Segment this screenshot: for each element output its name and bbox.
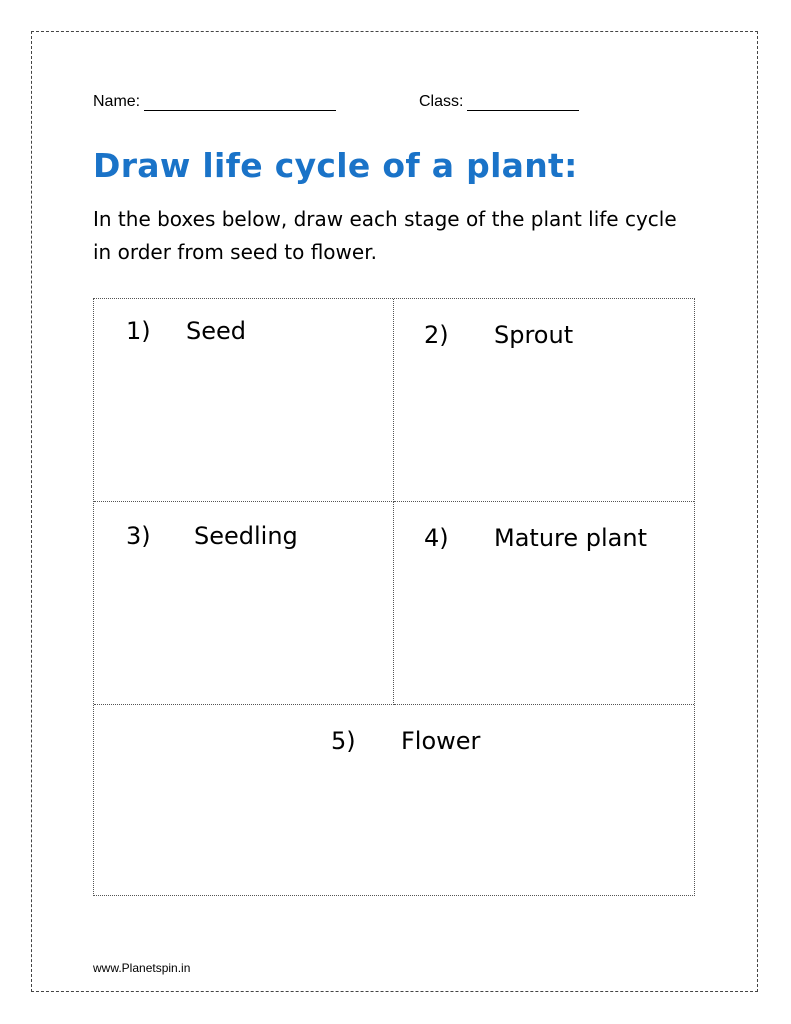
class-label: Class:	[419, 93, 464, 110]
stage-name: Seedling	[194, 522, 298, 550]
stage-number: 1)	[126, 317, 151, 345]
footer-website: www.Planetspin.in	[93, 961, 191, 975]
stage-box-sprout[interactable]	[394, 299, 694, 502]
stage-number: 4)	[424, 524, 449, 552]
stage-number: 2)	[424, 321, 449, 349]
class-blank-line[interactable]	[467, 94, 579, 111]
name-field	[93, 93, 336, 111]
stage-label	[424, 524, 647, 552]
stage-box-mature-plant[interactable]	[394, 502, 694, 705]
name-blank-line[interactable]	[144, 94, 336, 111]
stage-label	[126, 522, 298, 550]
stage-label	[424, 321, 573, 349]
stage-name: Sprout	[494, 321, 574, 349]
stage-box-seedling[interactable]	[94, 502, 394, 705]
stage-name: Mature plant	[494, 524, 647, 552]
worksheet-instructions: In the boxes below, draw each stage of the plant life cycle in order from seed to flower.	[93, 207, 677, 264]
stage-box-seed[interactable]	[94, 299, 394, 502]
stage-number: 3)	[126, 522, 151, 550]
stage-number: 5)	[331, 727, 356, 755]
class-field	[419, 93, 579, 111]
name-label: Name:	[93, 93, 141, 110]
worksheet-title: Draw life cycle of a plant:	[93, 146, 578, 185]
stage-label	[126, 317, 246, 345]
stage-name: Flower	[401, 727, 481, 755]
stage-label	[331, 727, 480, 755]
drawing-grid	[93, 298, 695, 896]
stage-box-flower[interactable]	[94, 705, 694, 895]
stage-name: Seed	[186, 317, 246, 345]
